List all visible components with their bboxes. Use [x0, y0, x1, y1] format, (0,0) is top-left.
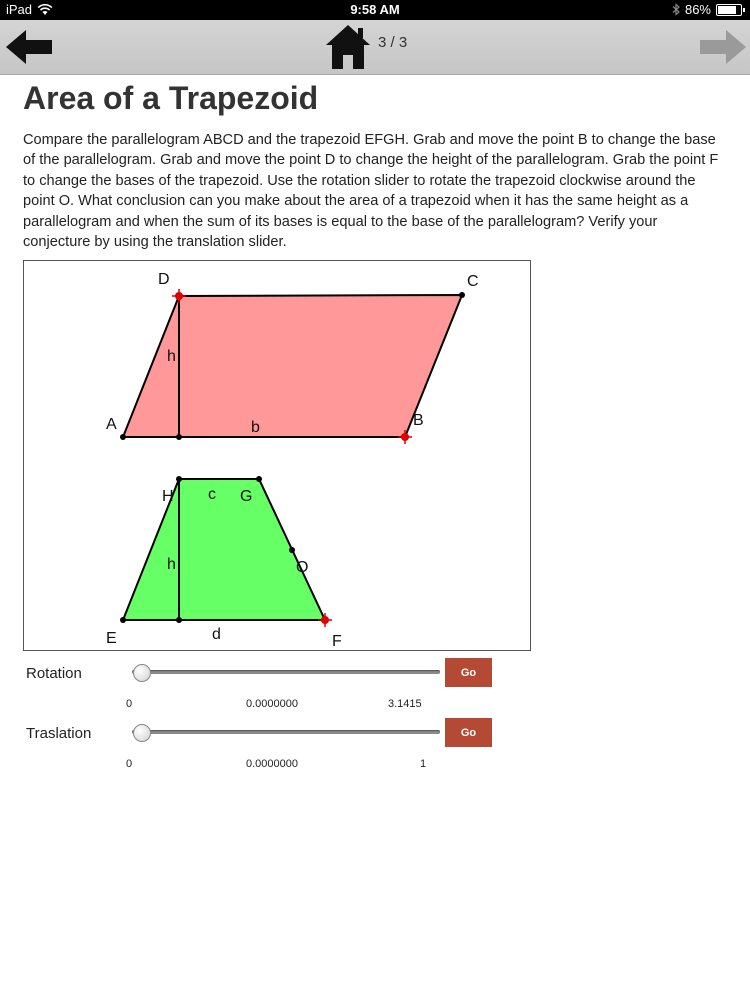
- status-right: [672, 2, 742, 17]
- label-base-b: b: [251, 419, 260, 436]
- label-c: C: [467, 273, 479, 290]
- battery-icon: [716, 4, 742, 16]
- page-indicator: 3 / 3: [378, 34, 408, 51]
- label-a: A: [106, 416, 117, 433]
- battery-percent: 86%: [684, 2, 711, 17]
- rotation-slider-track[interactable]: [132, 670, 440, 674]
- translation-value: 0.0000000: [246, 758, 298, 770]
- geometry-applet[interactable]: [23, 260, 531, 651]
- point-e[interactable]: [120, 617, 126, 623]
- translation-label: Traslation: [26, 725, 92, 742]
- home-icon: [324, 23, 372, 71]
- translation-slider-thumb[interactable]: [133, 724, 151, 742]
- arrow-right-icon: [698, 28, 748, 66]
- rotation-value: 0.0000000: [246, 698, 298, 710]
- height-foot-point: [176, 434, 182, 440]
- home-button[interactable]: [324, 23, 372, 76]
- next-button[interactable]: [698, 28, 748, 71]
- translation-slider-track[interactable]: [132, 730, 440, 734]
- label-g: G: [240, 488, 253, 505]
- point-g[interactable]: [256, 476, 262, 482]
- rotation-label: Rotation: [26, 665, 82, 682]
- label-c-base: c: [208, 486, 216, 503]
- rotation-go-button[interactable]: Go: [445, 658, 492, 687]
- instructions-text: Compare the parallelogram ABCD and the trapezoid EFGH. Grab and move the point B to change the base of the parallelogram. Grab and move the point D to change the height of the parallelogram. Grab the point F to change the bases of the trapezoid. Use the rotation slider to rotate the trapezoid clockwise around the point O. What conclusion can you make about the area of a trapezoid when it has the same height as a parallelogram and when the sum of its bases is equal to the base of the parallelogram? Verify your conjecture by using the translation slider.: [23, 132, 719, 251]
- label-d-base: d: [212, 626, 221, 643]
- label-o: O: [296, 559, 309, 576]
- translation-go-button[interactable]: Go: [445, 718, 492, 747]
- rotation-max: 3.1415: [388, 698, 422, 710]
- parallelogram-abcd: [123, 295, 462, 437]
- point-c[interactable]: [459, 292, 465, 298]
- page-title: Area of a Trapezoid: [23, 80, 319, 116]
- navigation-bar: [0, 20, 750, 75]
- label-h-vertex: H: [162, 488, 174, 505]
- label-e: E: [106, 630, 117, 647]
- translation-control: [0, 715, 750, 755]
- rotation-slider-thumb[interactable]: [133, 664, 151, 682]
- label-d: D: [158, 271, 170, 288]
- status-bar: [0, 0, 750, 20]
- geometry-canvas[interactable]: [24, 261, 530, 650]
- label-b: B: [413, 412, 424, 429]
- rotation-min: 0: [126, 698, 133, 710]
- trapezoid-height-foot: [176, 617, 182, 623]
- point-h[interactable]: [176, 476, 182, 482]
- point-a[interactable]: [120, 434, 126, 440]
- bluetooth-icon: [672, 3, 680, 16]
- status-time: 9:58 AM: [350, 2, 400, 17]
- label-f: F: [332, 633, 342, 650]
- rotation-control: [0, 655, 750, 695]
- label-h-parallelogram: h: [167, 348, 176, 365]
- back-button[interactable]: [4, 28, 54, 71]
- translation-min: 0: [126, 758, 133, 770]
- device-name: iPad: [6, 2, 33, 17]
- point-o[interactable]: [289, 547, 295, 553]
- arrow-left-icon: [4, 28, 54, 66]
- label-h-trapezoid: h: [167, 556, 176, 573]
- translation-max: 1: [420, 758, 427, 770]
